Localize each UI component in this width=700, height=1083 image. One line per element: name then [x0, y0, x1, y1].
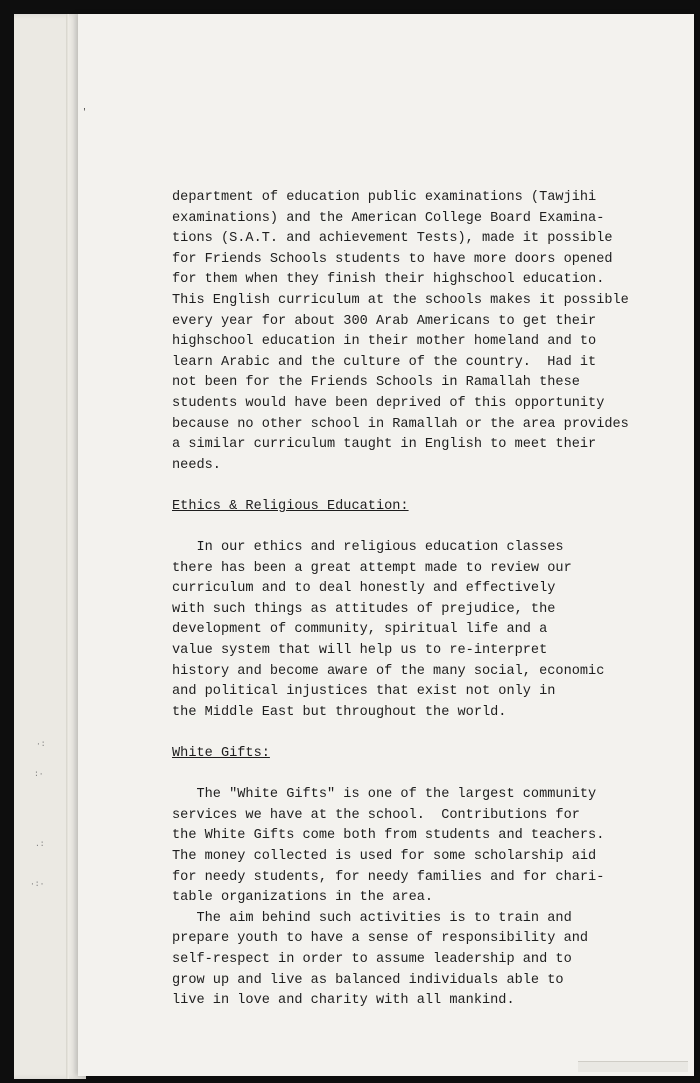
- text-line: there has been a great attempt made to review our: [172, 560, 572, 576]
- text-line: live in love and charity with all mankind.: [172, 993, 515, 1009]
- text-line: examinations) and the American College Board Examina-: [172, 210, 605, 226]
- white-gifts-paragraph: [172, 785, 652, 1012]
- text-line: grow up and live as balanced individuals able to: [172, 972, 564, 988]
- text-line: department of education public examinations (Tawjihi: [172, 190, 597, 205]
- text-line: the White Gifts come both from students and teachers.: [172, 828, 605, 844]
- margin-mark: .:: [35, 840, 45, 849]
- text-line: for needy students, for needy families and for chari-: [172, 869, 605, 885]
- text-line: development of community, spiritual life and a: [172, 622, 548, 638]
- text-line: curriculum and to deal honestly and effectively: [172, 581, 556, 597]
- text-line: a similar curriculum taught in English to meet their: [172, 437, 597, 453]
- underlying-page: [14, 14, 86, 1079]
- text-line: tions (S.A.T. and achievement Tests), made it possible: [172, 231, 613, 247]
- document-body: [172, 188, 652, 1012]
- text-line: for them when they finish their highschool education.: [172, 272, 605, 288]
- page-corner-flap: [578, 1061, 688, 1072]
- text-line: the Middle East but throughout the world.: [172, 704, 507, 720]
- white-gifts-heading: White Gifts:: [172, 746, 270, 762]
- text-line: This English curriculum at the schools makes it possible: [172, 292, 629, 308]
- text-line: self-respect in order to assume leadership and to: [172, 951, 572, 967]
- text-line: history and become aware of the many social, economic: [172, 663, 605, 679]
- text-line: The aim behind such activities is to train and: [172, 910, 572, 926]
- text-line: prepare youth to have a sense of responsibility and: [172, 931, 589, 947]
- text-line: for Friends Schools students to have more doors opened: [172, 251, 613, 267]
- text-line: needs.: [172, 457, 221, 473]
- text-line: and political injustices that exist not only in: [172, 684, 556, 700]
- text-line: because no other school in Ramallah or the area provides: [172, 416, 629, 432]
- text-line: services we have at the school. Contributions for: [172, 807, 580, 823]
- text-line: highschool education in their mother homeland and to: [172, 334, 597, 350]
- text-line: In our ethics and religious education classes: [172, 540, 564, 556]
- margin-mark: ': [82, 108, 87, 117]
- margin-mark: ·:·: [30, 880, 45, 889]
- margin-mark: ·:: [36, 740, 46, 749]
- intro-paragraph: [172, 188, 652, 476]
- margin-mark: :·: [34, 770, 44, 779]
- ethics-paragraph: [172, 538, 652, 723]
- page-crease: [66, 14, 69, 1079]
- text-line: value system that will help us to re-interpret: [172, 643, 548, 659]
- text-line: with such things as attitudes of prejudice, the: [172, 601, 556, 617]
- text-line: students would have been deprived of this opportunity: [172, 395, 605, 411]
- text-line: The "White Gifts" is one of the largest community: [172, 787, 597, 803]
- text-line: learn Arabic and the culture of the country. Had it: [172, 354, 597, 370]
- text-line: every year for about 300 Arab Americans to get their: [172, 313, 597, 329]
- text-line: table organizations in the area.: [172, 890, 434, 906]
- ethics-heading: Ethics & Religious Education:: [172, 498, 409, 514]
- text-line: not been for the Friends Schools in Ramallah these: [172, 375, 580, 391]
- text-line: The money collected is used for some scholarship aid: [172, 849, 597, 864]
